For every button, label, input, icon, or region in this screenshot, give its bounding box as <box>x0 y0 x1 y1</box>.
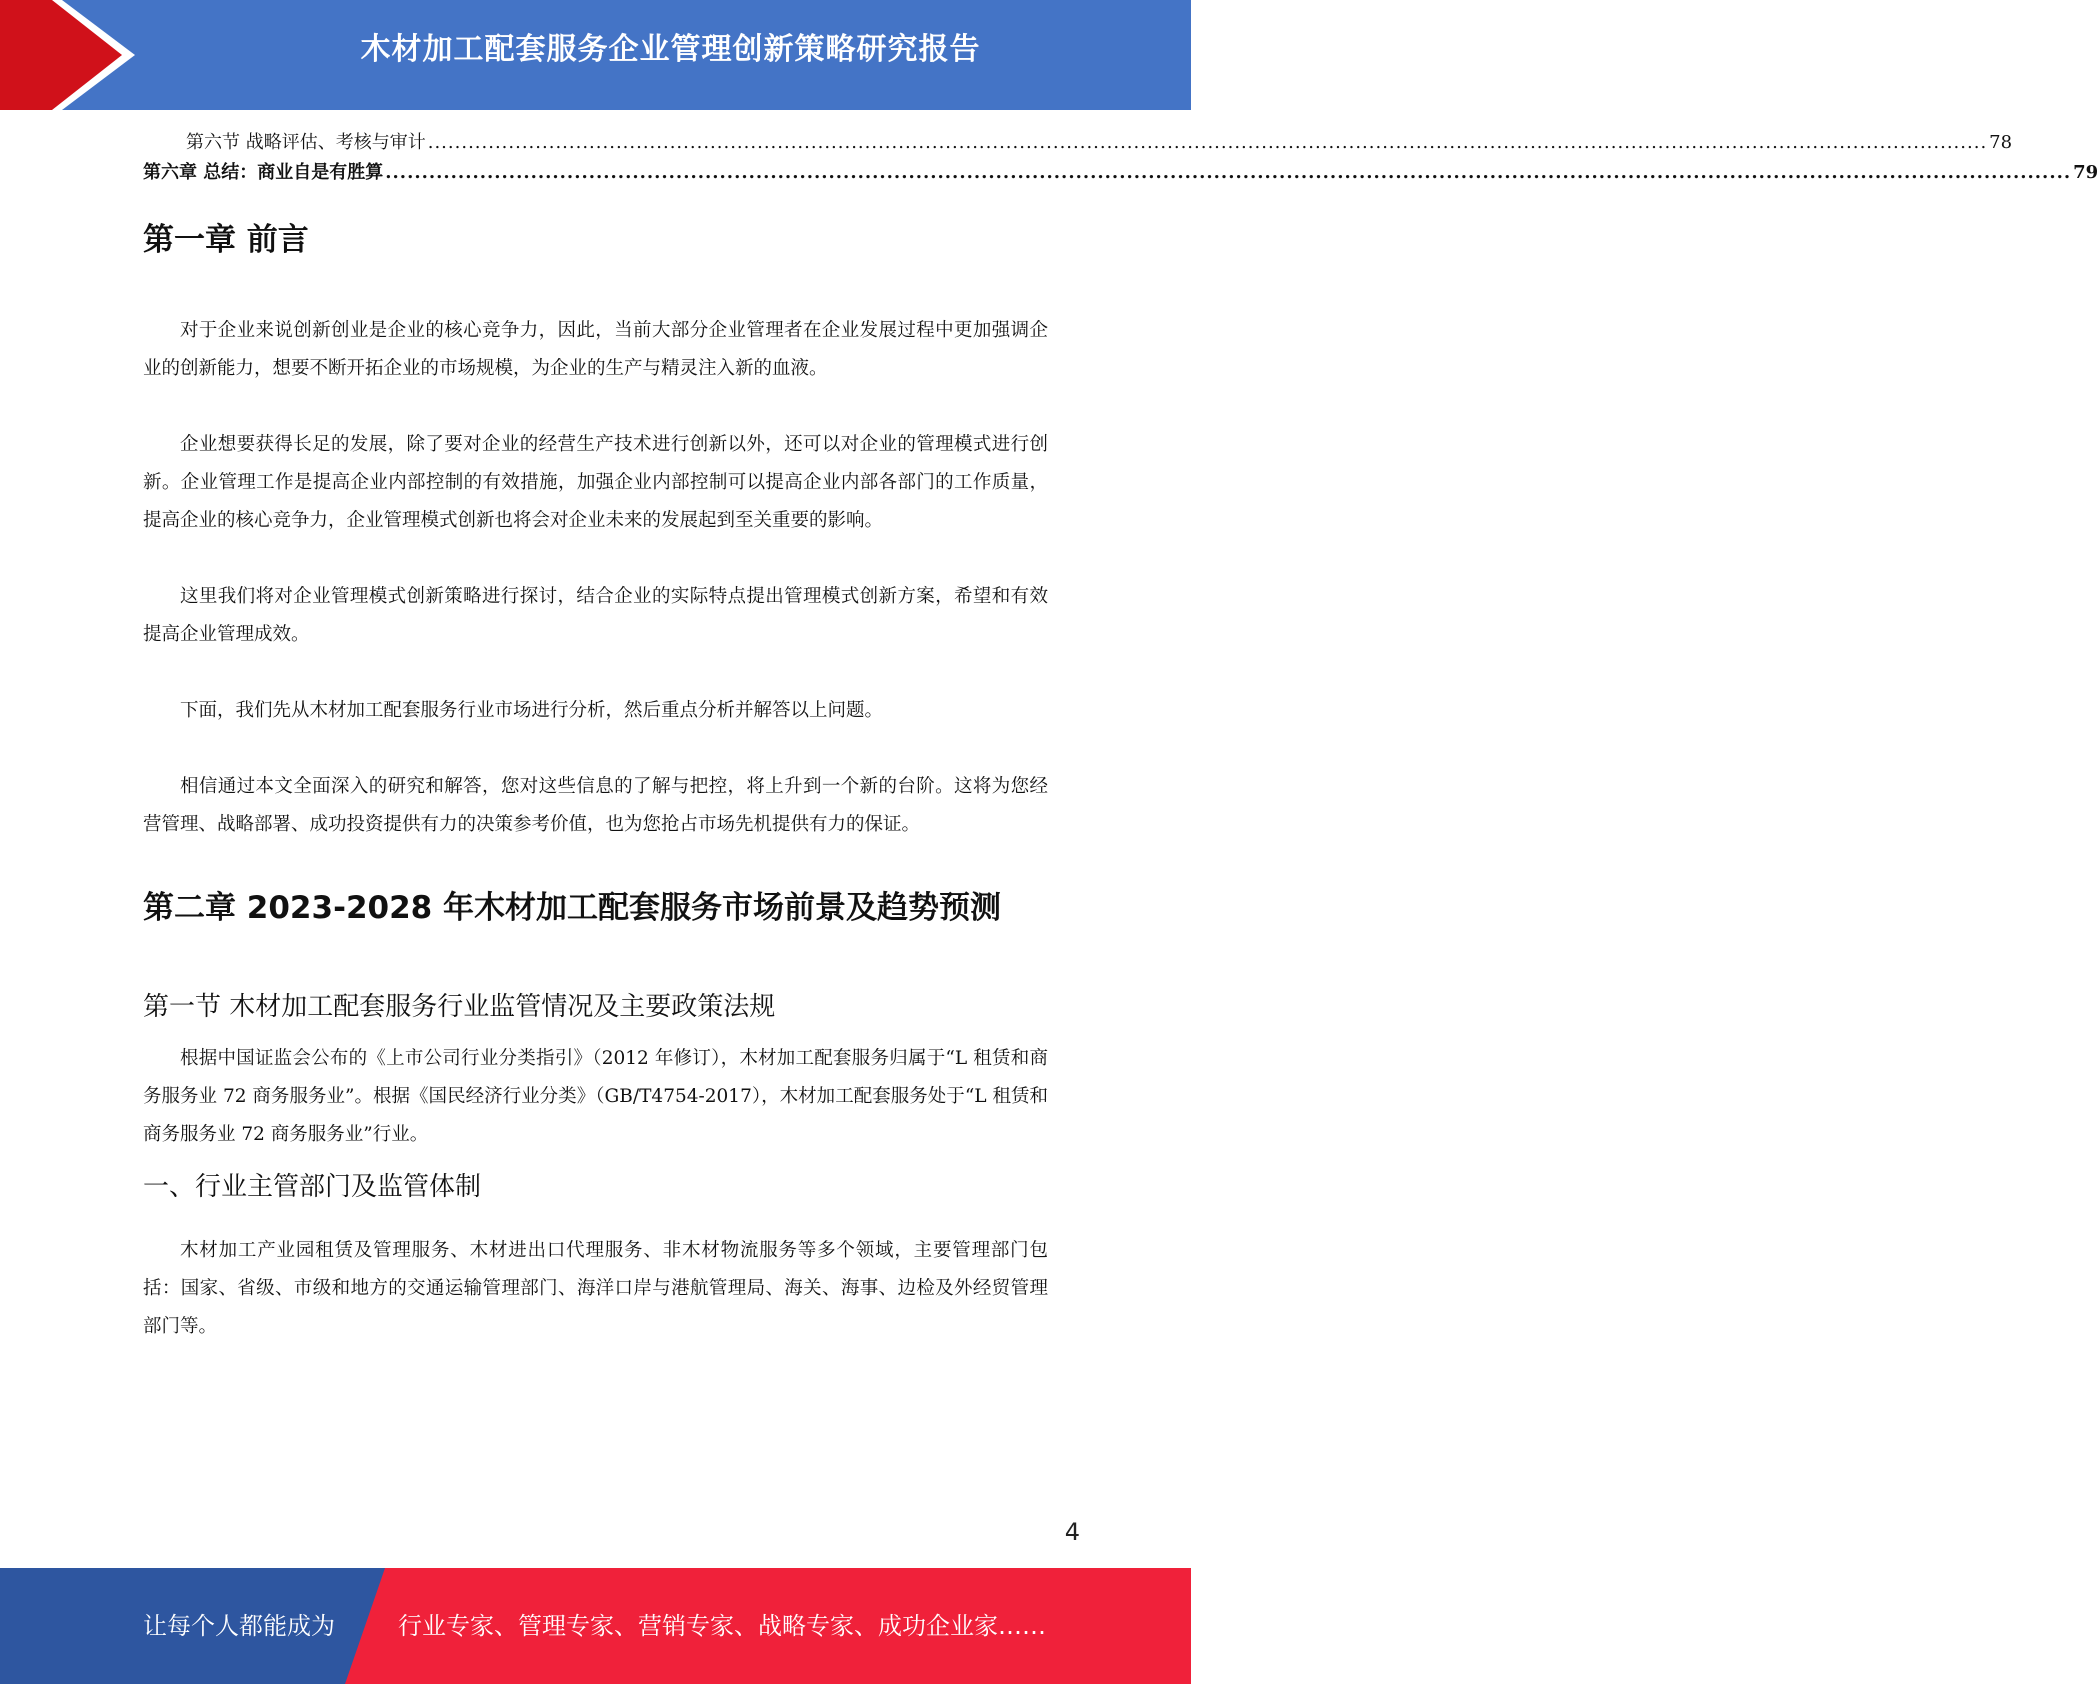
toc-entry-page: 78 <box>1989 132 2013 153</box>
paragraph: 相信通过本文全面深入的研究和解答，您对这些信息的了解与把控，将上升到一个新的台阶。这将为您经营管理、战略部署、成功投资提供有力的决策参考价值，也为您抢占市场先机提供有力的保证。 <box>143 776 1048 835</box>
document-body <box>143 128 2098 1346</box>
page-footer <box>0 1568 1191 1684</box>
page-number: 4 <box>1064 1518 1080 1546</box>
footer-slogan-left: 让每个人都能成为 <box>143 1612 335 1640</box>
toc-leader-dots: ........................................................................................................................................................................................................................................ <box>385 162 2072 183</box>
paragraph: 下面，我们先从木材加工配套服务行业市场进行分析，然后重点分析并解答以上问题。 <box>180 700 884 721</box>
page-header <box>0 0 1191 110</box>
section-heading: 第一节 木材加工配套服务行业监管情况及主要政策法规 <box>143 992 776 1022</box>
toc-entry-label: 第六节 战略评估、考核与审计 <box>186 132 426 153</box>
paragraph: 木材加工产业园租赁及管理服务、木材进出口代理服务、非木材物流服务等多个领域，主要管理部门包括：国家、省级、市级和地方的交通运输管理部门、海洋口岸与港航管理局、海关、海事、边检及外经贸管理部门等。 <box>143 1240 1048 1337</box>
toc-leader-dots: ........................................................................................................................................................................................................................................ <box>427 132 1988 153</box>
subsection-heading: 一、行业主管部门及监管体制 <box>143 1172 482 1202</box>
report-title: 木材加工配套服务企业管理创新策略研究报告 <box>360 32 981 67</box>
paragraph: 根据中国证监会公布的《上市公司行业分类指引》（2012 年修订），木材加工配套服务归属于“L 租赁和商务服务业 72 商务服务业”。根据《国民经济行业分类》（GB/T4754-2017），木材加工配套服务处于“L 租赁和商务服务业 72 商务服务业”行业。 <box>143 1048 1048 1145</box>
chapter-heading: 第二章 2023-2028 年木材加工配套服务市场前景及趋势预测 <box>143 890 1002 926</box>
toc-entry-page: 79 <box>2073 162 2098 183</box>
toc-entry[interactable] <box>143 128 2013 158</box>
toc-entry[interactable] <box>143 158 2098 188</box>
paragraph: 对于企业来说创新创业是企业的核心竞争力，因此，当前大部分企业管理者在企业发展过程中更加强调企业的创新能力，想要不断开拓企业的市场规模，为企业的生产与精灵注入新的血液。 <box>143 320 1048 379</box>
paragraph: 企业想要获得长足的发展，除了要对企业的经营生产技术进行创新以外，还可以对企业的管理模式进行创新。企业管理工作是提高企业内部控制的有效措施，加强企业内部控制可以提高企业内部各部门的工作质量，提高企业的核心竞争力，企业管理模式创新也将会对企业未来的发展起到至关重要的影响。 <box>143 434 1048 531</box>
footer-slogan-right: 行业专家、管理专家、营销专家、战略专家、成功企业家…… <box>398 1612 1046 1640</box>
header-arrow-decoration <box>0 0 160 110</box>
paragraph: 这里我们将对企业管理模式创新策略进行探讨，结合企业的实际特点提出管理模式创新方案，希望和有效提高企业管理成效。 <box>143 586 1048 645</box>
toc-entry-label: 第六章 总结：商业自是有胜算 <box>143 162 384 183</box>
chapter-heading: 第一章 前言 <box>143 222 309 258</box>
